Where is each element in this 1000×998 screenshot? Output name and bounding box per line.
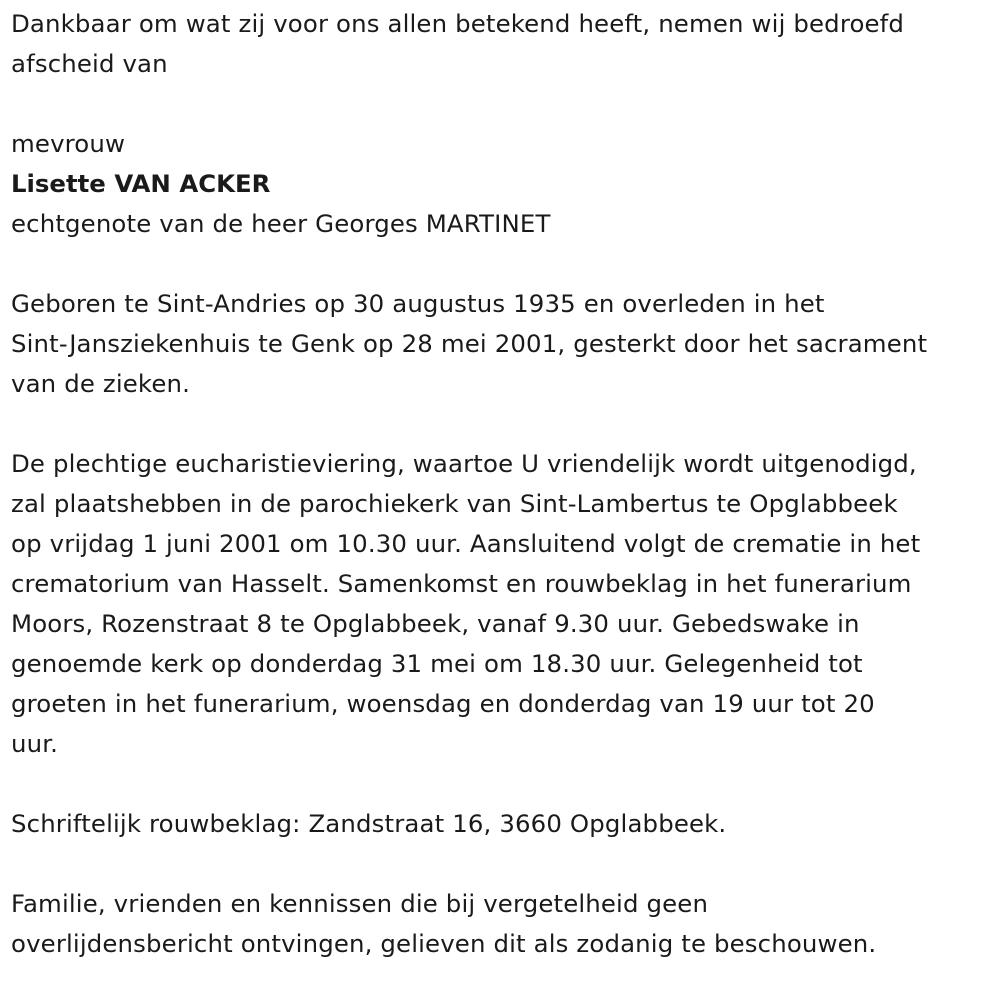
birth-death-line-2: Sint-Jansziekenhuis te Genk op 28 mei 2001, gesterkt door het sacrament [11,329,928,358]
ceremony-line-4: crematorium van Hasselt. Samenkomst en rouwbeklag in het funerarium [11,569,912,598]
closing-paragraph [11,884,993,964]
intro-line-2: afscheid van [11,49,168,78]
closing-line-1: Familie, vrienden en kennissen die bij vergetelheid geen [11,889,709,918]
intro-line-1: Dankbaar om wat zij voor ons allen betekend heeft, nemen wij bedroefd [11,9,905,38]
ceremony-line-8: uur. [11,729,59,758]
deceased-name: Lisette VAN ACKER [11,169,271,198]
honorific: mevrouw [11,129,126,158]
spacer [11,244,993,284]
death-notice [11,4,993,964]
birth-death-line-3: van de zieken. [11,369,190,398]
closing-line-2: overlijdensbericht ontvingen, gelieven dit als zodanig te beschouwen. [11,929,877,958]
ceremony-line-1: De plechtige eucharistieviering, waartoe U vriendelijk wordt uitgenodigd, [11,449,917,478]
ceremony-line-2: zal plaatshebben in de parochiekerk van Sint-Lambertus te Opglabbeek [11,489,898,518]
spacer [11,844,993,884]
ceremony-line-7: groeten in het funerarium, woensdag en donderdag van 19 uur tot 20 [11,689,875,718]
birth-death-line-1: Geboren te Sint-Andries op 30 augustus 1935 en overleden in het [11,289,825,318]
ceremony-line-3: op vrijdag 1 juni 2001 om 10.30 uur. Aansluitend volgt de crematie in het [11,529,921,558]
spacer [11,84,993,124]
spacer [11,764,993,804]
spouse-line: echtgenote van de heer Georges MARTINET [11,209,551,238]
ceremony-paragraph [11,444,993,764]
condolence-address: Schriftelijk rouwbeklag: Zandstraat 16, 3660 Opglabbeek. [11,809,727,838]
birth-death-paragraph [11,284,993,404]
spacer [11,404,993,444]
intro-paragraph [11,4,993,84]
ceremony-line-5: Moors, Rozenstraat 8 te Opglabbeek, vanaf 9.30 uur. Gebedswake in [11,609,860,638]
ceremony-line-6: genoemde kerk op donderdag 31 mei om 18.30 uur. Gelegenheid tot [11,649,863,678]
